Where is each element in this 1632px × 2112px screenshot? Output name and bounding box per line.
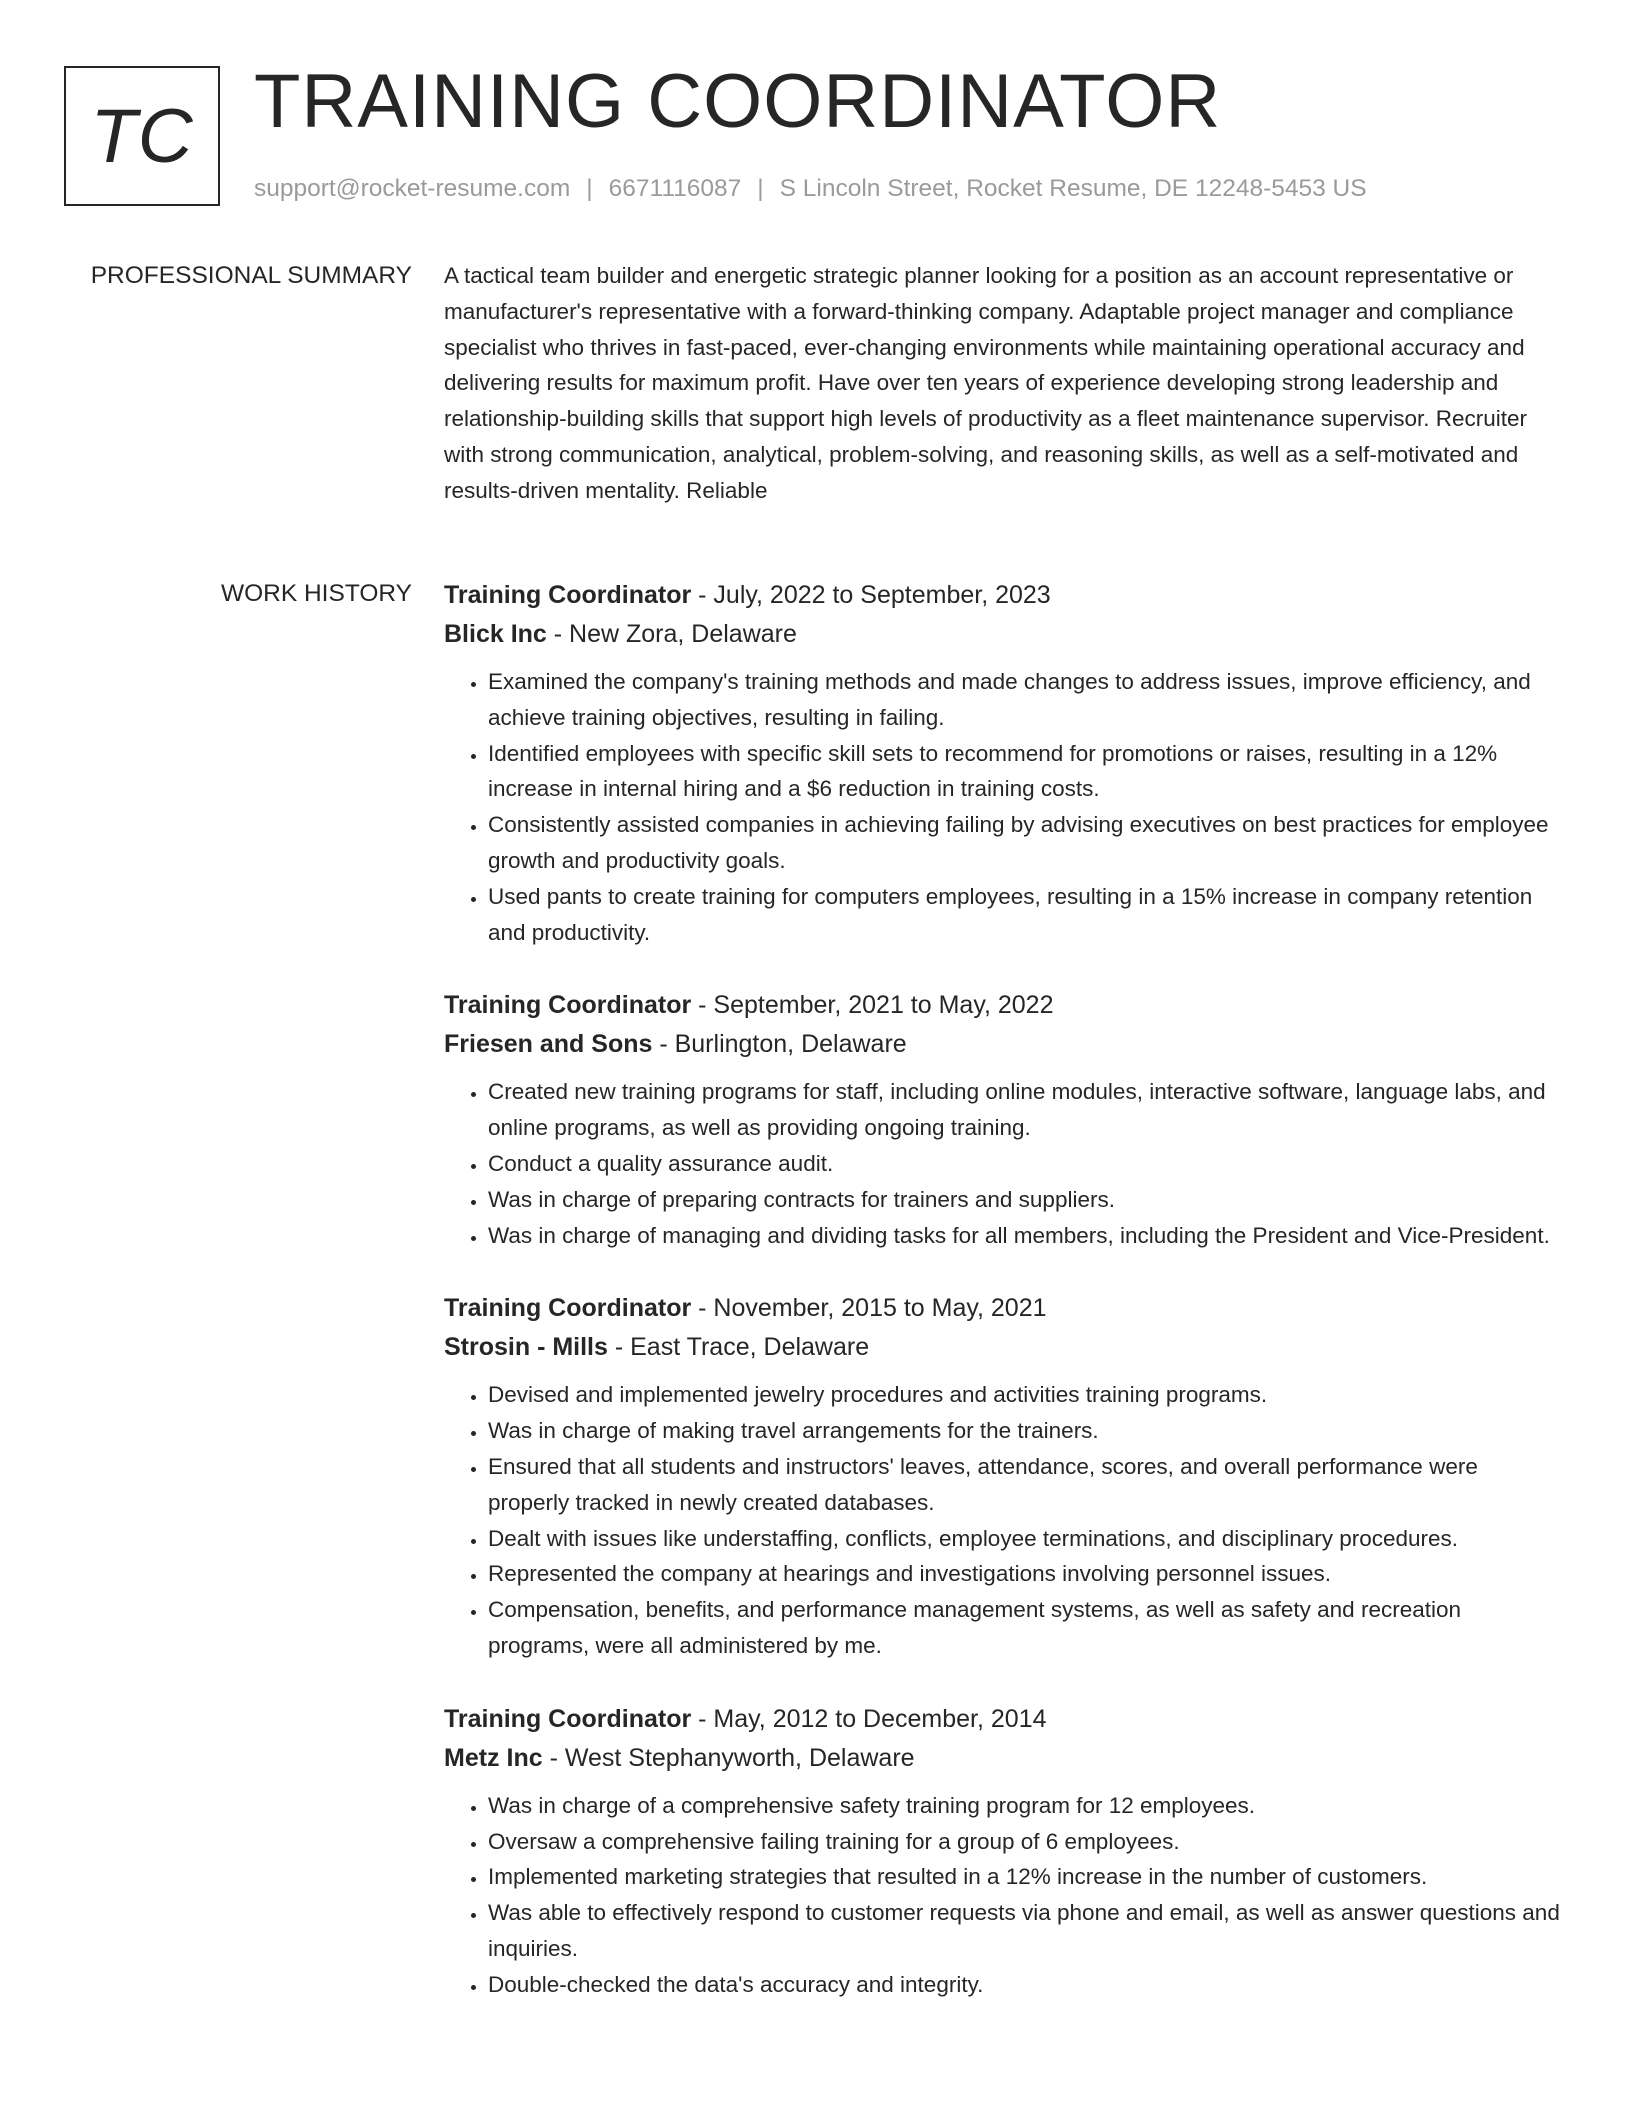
job-title: Training Coordinator bbox=[444, 581, 692, 609]
job-entry bbox=[444, 576, 1564, 950]
initials-text: TC bbox=[90, 93, 194, 179]
job-title-line bbox=[444, 576, 1564, 615]
job-company: Strosin - Mills bbox=[444, 1333, 608, 1362]
job-entry bbox=[444, 1700, 1564, 2003]
contact-separator: | bbox=[586, 175, 593, 202]
job-company: Metz Inc bbox=[444, 1743, 543, 1772]
job-title-line bbox=[444, 1700, 1564, 1739]
section-heading-summary: PROFESSIONAL SUMMARY bbox=[90, 262, 412, 289]
job-bullet: • Double-checked the data's accuracy and integrity. bbox=[488, 1967, 1564, 2003]
job-bullet: • Was in charge of a comprehensive safety training program for 12 employees. bbox=[488, 1788, 1564, 1824]
job-bullets bbox=[444, 1074, 1564, 1253]
job-location: - West Stephanyworth, Delaware bbox=[542, 1743, 915, 1772]
job-bullet: • Was in charge of managing and dividing tasks for all members, including the President and Vice-President. bbox=[488, 1218, 1564, 1254]
job-bullet: • Conduct a quality assurance audit. bbox=[488, 1146, 1564, 1182]
job-bullet: • Identified employees with specific skill sets to recommend for promotions or raises, resulting in a 12% increase in internal hiring and a $6 reduction in training costs. bbox=[488, 736, 1564, 808]
job-dates: - November, 2015 to May, 2021 bbox=[691, 1294, 1047, 1323]
job-location: - New Zora, Delaware bbox=[546, 620, 797, 648]
initials-monogram bbox=[64, 66, 220, 206]
job-bullet: • Ensured that all students and instructors' leaves, attendance, scores, and overall performance were properly tracked in newly created databases. bbox=[488, 1449, 1564, 1521]
section-heading-work-history: WORK HISTORY bbox=[220, 580, 412, 607]
job-company: Blick Inc bbox=[444, 620, 547, 648]
job-bullets bbox=[444, 1788, 1564, 2003]
contact-phone[interactable]: 6671116087 bbox=[608, 175, 742, 202]
job-dates: - September, 2021 to May, 2022 bbox=[691, 991, 1054, 1020]
job-title-line bbox=[444, 986, 1564, 1025]
contact-line bbox=[254, 172, 1367, 206]
job-bullet: • Oversaw a comprehensive failing training for a group of 6 employees. bbox=[488, 1824, 1564, 1860]
contact-separator: | bbox=[757, 175, 764, 202]
summary-text: A tactical team builder and energetic strategic planner looking for a position as an account representative or manufacturer's representative with a forward-thinking company. Adaptable project manager and compliance specialist who thrives in fast-paced, ever-changing environments while maintaining operational accuracy and delivering results for maximum profit. Have over ten years of experience developing strong leadership and relationship-building skills that support high levels of productivity as a fleet maintenance supervisor. Recruiter with strong communication, analytical, problem-solving, and reasoning skills, as well as a self-motivated and results-driven mentality. Reliable bbox=[444, 263, 1528, 503]
job-entry bbox=[444, 986, 1564, 1253]
job-bullet: • Dealt with issues like understaffing, conflicts, employee terminations, and disciplinary procedures. bbox=[488, 1521, 1564, 1557]
job-company-line bbox=[444, 1739, 1564, 1778]
job-bullet: • Was in charge of preparing contracts for trainers and suppliers. bbox=[488, 1182, 1564, 1218]
job-title-line bbox=[444, 1289, 1564, 1328]
job-company-line bbox=[444, 1328, 1564, 1367]
job-company-line bbox=[444, 615, 1564, 654]
job-bullet: • Was able to effectively respond to customer requests via phone and email, as well as answer questions and inquiries. bbox=[488, 1895, 1564, 1967]
job-bullet: • Compensation, benefits, and performance management systems, as well as safety and recreation programs, were all administered by me. bbox=[488, 1592, 1564, 1664]
job-bullet: • Created new training programs for staff, including online modules, interactive software, language labs, and online programs, as well as providing ongoing training. bbox=[488, 1074, 1564, 1146]
job-location: - East Trace, Delaware bbox=[607, 1333, 870, 1362]
job-bullet: • Implemented marketing strategies that resulted in a 12% increase in the number of customers. bbox=[488, 1859, 1564, 1895]
job-bullet: • Devised and implemented jewelry procedures and activities training programs. bbox=[488, 1377, 1564, 1413]
job-title: Training Coordinator bbox=[444, 991, 692, 1020]
job-location: - Burlington, Delaware bbox=[652, 1030, 907, 1059]
contact-email[interactable]: support@rocket-resume.com bbox=[254, 175, 571, 202]
job-title: Training Coordinator bbox=[444, 1294, 692, 1323]
job-bullets bbox=[444, 1377, 1564, 1663]
job-bullet: • Consistently assisted companies in achieving failing by advising executives on best practices for employee growth and productivity goals. bbox=[488, 807, 1564, 879]
job-title: Training Coordinator bbox=[444, 1704, 692, 1733]
job-dates: - May, 2012 to December, 2014 bbox=[691, 1704, 1047, 1733]
contact-address: S Lincoln Street, Rocket Resume, DE 12248-5453 US bbox=[779, 175, 1367, 202]
job-bullet: • Was in charge of making travel arrangements for the trainers. bbox=[488, 1413, 1564, 1449]
job-bullet: • Used pants to create training for computers employees, resulting in a 15% increase in company retention and productivity. bbox=[488, 879, 1564, 951]
job-company: Friesen and Sons bbox=[444, 1030, 653, 1059]
job-bullets bbox=[444, 664, 1564, 950]
job-bullet: • Examined the company's training methods and made changes to address issues, improve efficiency, and achieve training objectives, resulting in failing. bbox=[488, 664, 1564, 736]
job-dates: - July, 2022 to September, 2023 bbox=[691, 581, 1051, 609]
resume-title: TRAINING COORDINATOR bbox=[254, 59, 1222, 144]
job-bullet: • Represented the company at hearings and investigations involving personnel issues. bbox=[488, 1556, 1564, 1592]
work-history-body bbox=[444, 576, 1564, 2039]
job-company-line bbox=[444, 1025, 1564, 1064]
summary-body bbox=[444, 258, 1564, 509]
job-entry bbox=[444, 1289, 1564, 1663]
